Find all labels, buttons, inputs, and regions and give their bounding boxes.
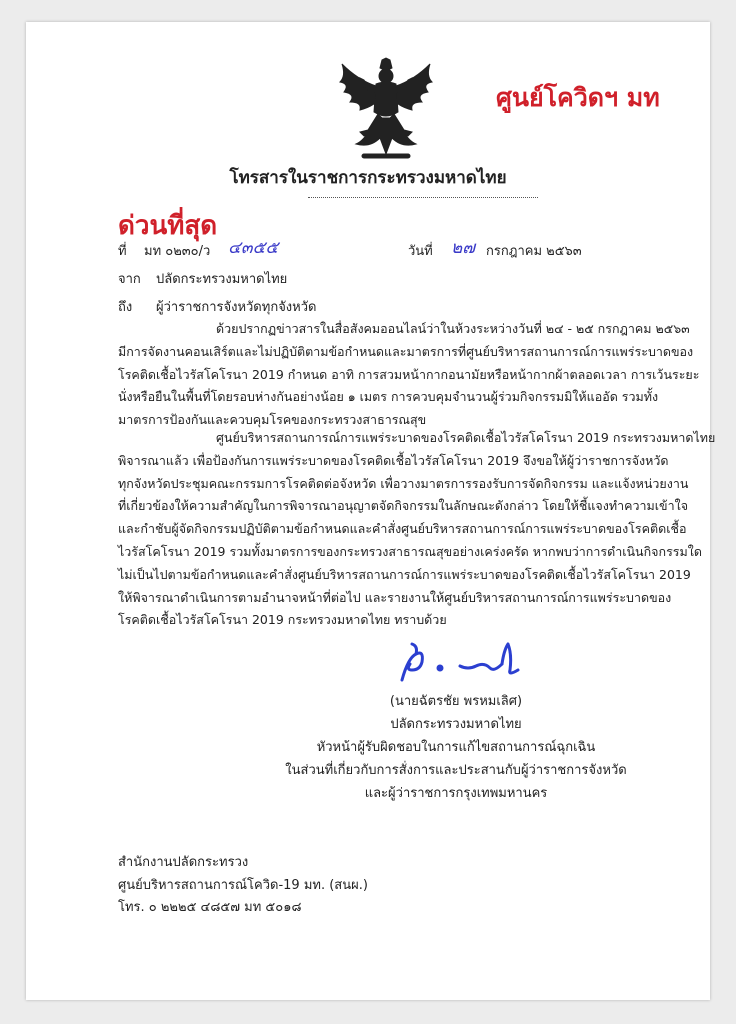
office-name: สำนักงานปลัดกระทรวง — [118, 855, 249, 870]
paragraph-line: โรคติดเชื้อไวรัสโคโรนา 2019 กำหนด อาทิ การสวมหน้ากากอนามัยหรือหน้ากากผ้าตลอดเวลา การเว้นระยะ — [118, 366, 700, 382]
no-label: ที่ — [118, 244, 127, 259]
paragraph-line: มีการจัดงานคอนเสิร์ตและไม่ปฏิบัติตามข้อกำหนดและมาตรการที่ศูนย์บริหารสถานการณ์การแพร่ระบาดของ — [118, 343, 694, 359]
to-label: ถึง — [118, 300, 133, 315]
paragraph-line: พิจารณาแล้ว เพื่อป้องกันการแพร่ระบาดของโรคติดเชื้อไวรัสโคโรนา 2019 จึงขอให้ผู้ว่าราชการจังหวัด — [118, 452, 669, 468]
from-value: ปลัดกระทรวงมหาดไทย — [156, 272, 288, 287]
paragraph-line: ไม่เป็นไปตามข้อกำหนดและคำสั่งศูนย์บริหารสถานการณ์การแพร่ระบาดของโรคติดเชื้อไวรัสโคโรนา 2019 — [118, 566, 691, 582]
signer-role-1: หัวหน้าผู้รับผิดชอบในการแก้ไขสถานการณ์ฉุกเฉิน — [316, 740, 596, 755]
paragraph-line: ไวรัสโคโรนา 2019 รวมทั้งมาตรการของกระทรวงสาธารณสุขอย่างเคร่งครัด หากพบว่าการดำเนินกิจกรรมใด — [118, 543, 702, 559]
document-page — [26, 22, 716, 1000]
date-label: วันที่ — [408, 244, 433, 259]
paragraph-line: ที่เกี่ยวข้องให้ความสำคัญในการพิจารณาอนุญาตจัดกิจกรรมในลักษณะดังกล่าว โดยให้ชี้แจงทำความเข้าใจ — [118, 498, 689, 514]
title-dotted-divider — [308, 197, 538, 198]
paragraph-line: ด้วยปรากฏข่าวสารในสื่อสังคมออนไลน์ว่าในห้วงระหว่างวันที่ ๒๔ - ๒๕ กรกฎาคม ๒๕๖๓ — [216, 321, 690, 336]
paragraph-line: ศูนย์บริหารสถานการณ์การแพร่ระบาดของโรคติดเชื้อไวรัสโคโรนา 2019 กระทรวงมหาดไทย — [216, 430, 716, 445]
signer-role-3: และผู้ว่าราชการกรุงเทพมหานคร — [364, 786, 548, 801]
covid-center-stamp: ศูนย์โควิดฯ มท — [496, 83, 660, 112]
body-paragraph-2 — [118, 427, 716, 632]
body-paragraph-1 — [118, 318, 700, 432]
signer-name: (นายฉัตรชัย พรหมเลิศ) — [389, 694, 523, 709]
office-footer — [118, 852, 368, 920]
no-value: มท ๐๒๓๐/ว — [144, 244, 211, 259]
paragraph-line: ให้พิจารณาดำเนินการตามอำนาจหน้าที่ต่อไป และรายงานให้ศูนย์บริหารสถานการณ์การแพร่ระบาดของ — [118, 589, 672, 605]
from-label: จาก — [118, 272, 141, 287]
signer-position: ปลัดกระทรวงมหาดไทย — [390, 717, 522, 732]
paragraph-line: มาตรการป้องกันและควบคุมโรคของกระทรวงสาธารณสุข — [118, 412, 427, 428]
signer-role-2: ในส่วนที่เกี่ยวกับการสั่งการและประสานกับผู้ว่าราชการจังหวัด — [285, 763, 627, 778]
paragraph-line: โรคติดเชื้อไวรัสโคโรนา 2019 กระทรวงมหาดไทย ทราบด้วย — [118, 612, 447, 628]
to-value: ผู้ว่าราชการจังหวัดทุกจังหวัด — [156, 300, 317, 315]
handwritten-signature — [398, 640, 538, 684]
office-phone: โทร. ๐ ๒๒๒๕ ๔๘๕๗ มท ๕๐๑๘ — [118, 900, 302, 915]
paragraph-line: ทุกจังหวัดประชุมคณะกรรมการโรคติดต่อจังหวัด เพื่อวางมาตรการรองรับการจัดกิจกรรม และแจ้งหน่วยงาน — [118, 475, 689, 491]
date-day-handwritten: ๒๗ — [451, 238, 475, 258]
document-title: โทรสารในราชการกระทรวงมหาดไทย — [229, 168, 507, 188]
no-handwritten: ๔๓๕๕ — [228, 238, 279, 258]
signer-block — [256, 690, 656, 805]
garuda-emblem-icon — [336, 58, 436, 162]
office-unit: ศูนย์บริหารสถานการณ์โควิด-19 มท. (สนผ.) — [118, 877, 368, 893]
date-month-year: กรกฎาคม ๒๕๖๓ — [486, 244, 582, 259]
paragraph-line: นั่งหรือยืนในพื้นที่โดยรอบห่างกันอย่างน้อย ๑ เมตร การควบคุมจำนวนผู้ร่วมกิจกรรมมิให้แออัด รวมทั้ง — [118, 389, 659, 405]
urgency-stamp: ด่วนที่สุด — [118, 211, 218, 241]
paragraph-line: และกำชับผู้จัดกิจกรรมปฏิบัติตามข้อกำหนดและคำสั่งศูนย์บริหารสถานการณ์การแพร่ระบาดของโรคติดเชื้อ — [118, 521, 687, 537]
